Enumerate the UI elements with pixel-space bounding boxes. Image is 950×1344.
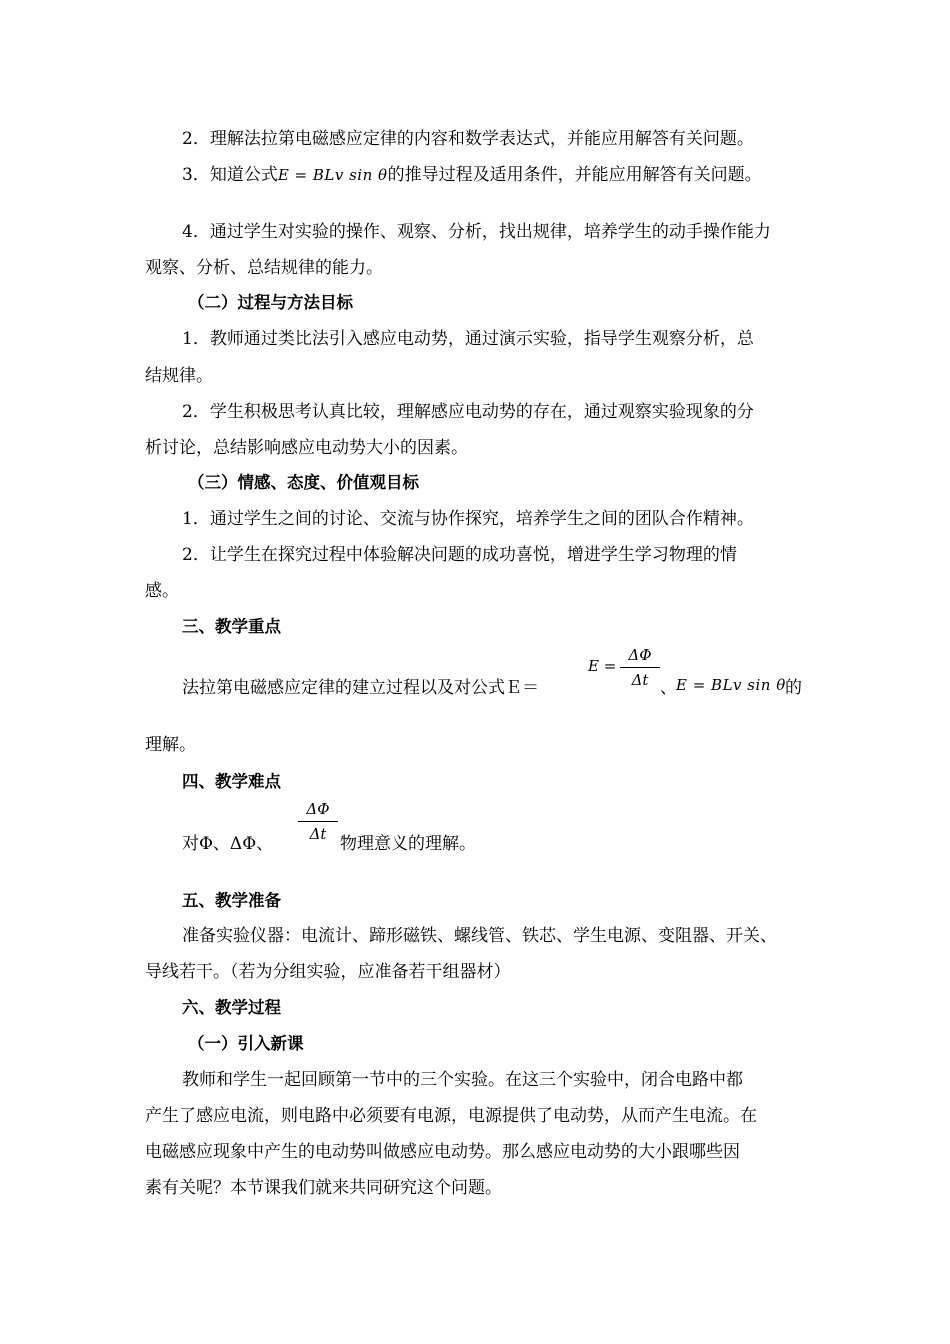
process-goal-1-line1: 1．教师通过类比法引入感应电动势，通过演示实验，指导学生观察分析，总: [182, 329, 754, 349]
fraction-numerator-2: ΔΦ: [306, 800, 330, 818]
fraction-dphi-dt-2: [298, 800, 338, 843]
intro-line2: 产生了感应电流，则电路中必须要有电源，电源提供了电动势，从而产生电流。在: [145, 1106, 757, 1126]
emotion-goal-2-line1: 2．让学生在探究过程中体验解决问题的成功喜悦，增进学生学习物理的情: [182, 545, 737, 565]
heading-intro: （一）引入新课: [188, 1034, 304, 1053]
emotion-goal-2-line2: 感。: [145, 581, 179, 601]
fraction-denominator-2: Δt: [309, 825, 327, 843]
intro-line1: 教师和学生一起回顾第一节中的三个实验。在这三个实验中，闭合电路中都: [182, 1070, 743, 1090]
heading-teaching-process: 六、教学过程: [182, 998, 281, 1017]
preparation-line1: 准备实验仪器：电流计、蹄形磁铁、螺线管、铁芯、学生电源、变阻器、开关、: [182, 926, 777, 946]
heading-key-points: 三、教学重点: [182, 617, 281, 636]
fraction-numerator: ΔΦ: [628, 646, 652, 664]
intro-line4: 素有关呢？本节课我们就来共同研究这个问题。: [145, 1178, 502, 1198]
objective-4-line1: 4．通过学生对实验的操作、观察、分析，找出规律，培养学生的动手操作能力: [182, 222, 771, 242]
fraction-denominator: Δt: [631, 671, 649, 689]
heading-preparation: 五、教学准备: [182, 891, 281, 910]
key-points-tail: 的: [785, 678, 802, 698]
objective-3-suffix: 的推导过程及适用条件，并能应用解答有关问题。: [387, 165, 762, 185]
intro-line3: 电磁感应现象中产生的电动势叫做感应电动势。那么感应电动势的大小跟哪些因: [145, 1142, 740, 1162]
formula-e-eq: E =: [588, 657, 617, 675]
key-points-text: 法拉第电磁感应定律的建立过程以及对公式Ｅ＝: [182, 678, 539, 698]
objective-2: 2．理解法拉第电磁感应定律的内容和数学表达式，并能应用解答有关问题。: [182, 129, 754, 149]
heading-process-goals: （二）过程与方法目标: [188, 293, 353, 312]
process-goal-2-line2: 析讨论，总结影响感应电动势大小的因素。: [145, 438, 468, 458]
fraction-bar: [620, 667, 660, 668]
emotion-goal-1: 1．通过学生之间的讨论、交流与协作探究，培养学生之间的团队合作精神。: [182, 509, 754, 529]
difficulties-suffix: 物理意义的理解。: [340, 834, 476, 854]
process-goal-2-line1: 2．学生积极思考认真比较，理解感应电动势的存在，通过观察实验现象的分: [182, 402, 754, 422]
objective-3: [182, 164, 813, 186]
fraction-dphi-dt: [620, 646, 660, 689]
difficulties-prefix: 对Φ、ΔΦ、: [182, 834, 274, 854]
objective-3-prefix: 3．知道公式: [182, 165, 278, 185]
objective-4-line2: 观察、分析、总结规律的能力。: [145, 258, 383, 278]
key-points-line2: 理解。: [145, 735, 196, 755]
key-points-separator: 、: [660, 678, 677, 698]
heading-emotion-goals: （三）情感、态度、价值观目标: [188, 473, 419, 492]
fraction-bar-2: [298, 821, 338, 822]
preparation-line2: 导线若干。（若为分组实验，应准备若干组器材）: [145, 962, 511, 982]
formula-blv-2: E = BLv sin θ: [676, 676, 786, 694]
formula-blv: E = BLv sin θ: [277, 166, 388, 184]
heading-difficulties: 四、教学难点: [182, 772, 281, 791]
process-goal-1-line2: 结规律。: [145, 366, 213, 386]
